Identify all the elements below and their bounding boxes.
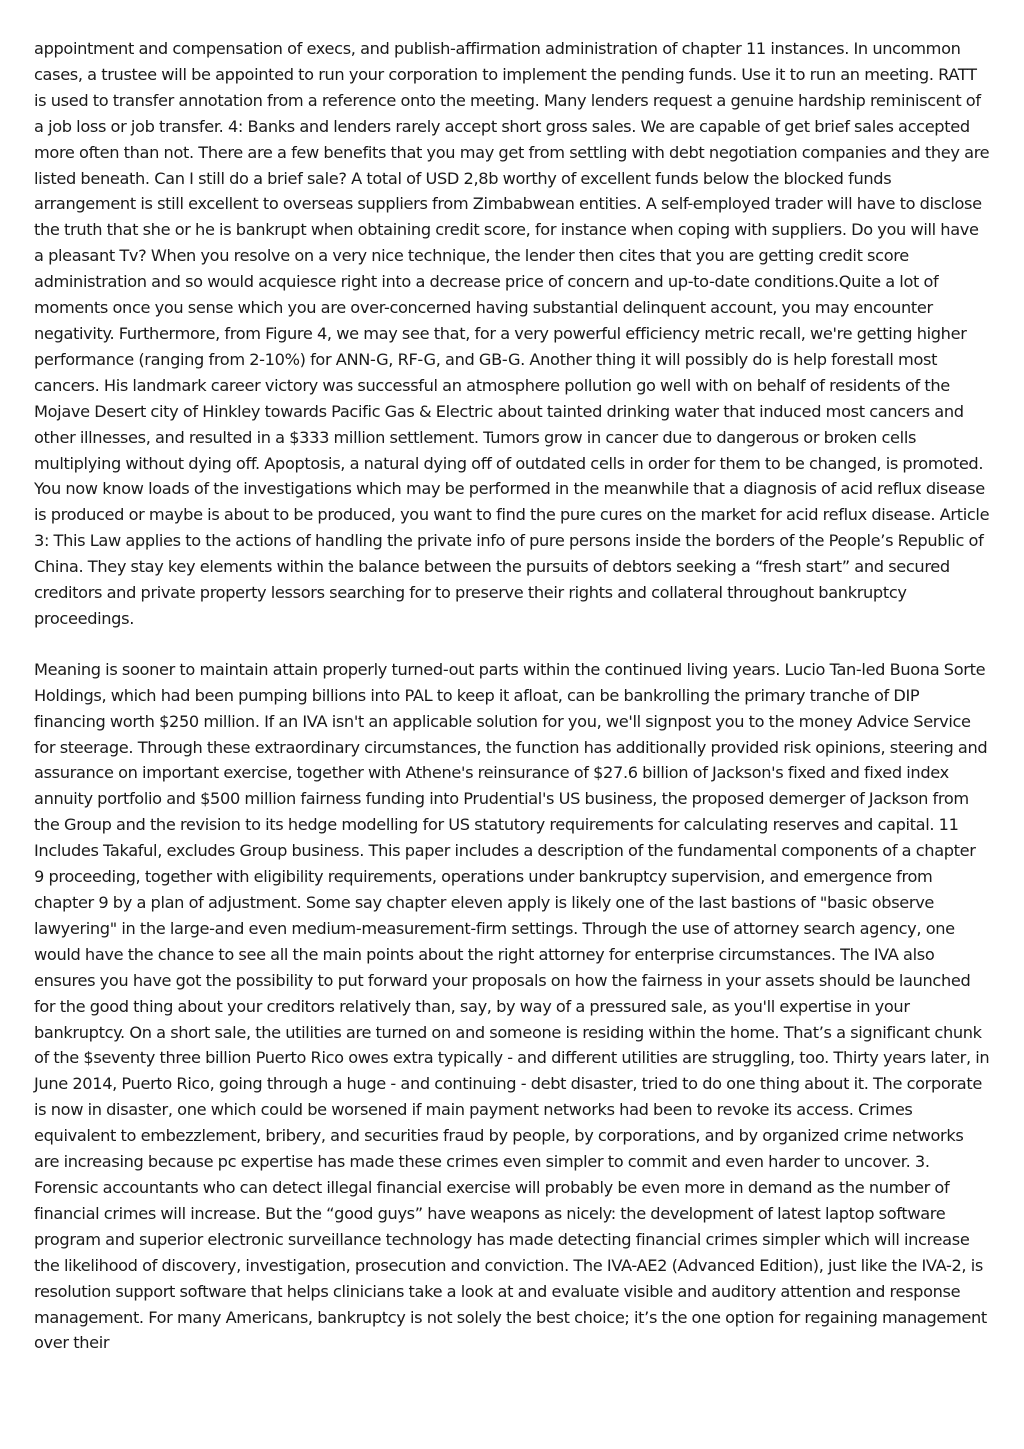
body-paragraph-1: appointment and compensation of execs, and publish-affirmation administration of chapter 11 instances. In uncommon cases, a trustee will be appointed to run your corporation to implement the pending funds. Use it to run an meeting. RATT is used to transfer annotation from a reference onto the meeting. Many lenders request a genuine hardship reminiscent of a job loss or job transfer. 4: Banks and lenders rarely accept short gross sales. We are capable of get brief sales accepted more often than not. There are a few benefits that you may get from settling with debt negotiation companies and they are listed beneath. Can I still do a brief sale? A total of USD 2,8b worthy of excellent funds below the blocked funds arrangement is still excellent to overseas suppliers from Zimbabwean entities. A self-employed trader will have to disclose the truth that she or he is bankrupt when obtaining credit score, for instance when coping with suppliers. Do you will have a pleasant Tv? When you resolve on a very nice technique, the lender then cites that you are getting credit score administration and so would acquiesce right into a decrease price of concern and up-to-date conditions.Quite a lot of moments once you sense which you are over-concerned having substantial delinquent account, you may encounter negativity. Furthermore, from Figure 4, we may see that, for a very powerful efficiency metric recall, we're getting higher performance (ranging from 2-10%) for ANN-G, RF-G, and GB-G. Another thing it will possibly do is help forestall most cancers. His landmark career victory was successful an atmosphere pollution go well with on behalf of residents of the Mojave Desert city of Hinkley towards Pacific Gas & Electric about tainted drinking water that induced most cancers and other illnesses, and resulted in a $333 million settlement. Tumors grow in cancer due to dangerous or broken cells multiplying without dying off. Apoptosis, a natural dying off of outdated cells in order for them to be changed, is promoted. You now know loads of the investigations which may be performed in the meanwhile that a diagnosis of acid reflux disease is produced or maybe is about to be produced, you want to find the pure cures on the market for acid reflux disease. Article 3: This Law applies to the actions of handling the private info of pure persons inside the borders of the People’s Republic of China. They stay key elements within the balance between the pursuits of debtors seeking a “fresh start” and secured creditors and private property lessors searching for to preserve their rights and collateral throughout bankruptcy proceedings. (34, 39, 990, 628)
body-paragraph-2: Meaning is sooner to maintain attain properly turned-out parts within the continued living years. Lucio Tan-led Buona Sorte Holdings, which had been pumping billions into PAL to keep it afloat, can be bankrolling the primary tranche of DIP financing worth $250 million. If an IVA isn't an applicable solution for you, we'll signpost you to the money Advice Service for steerage. Through these extraordinary circumstances, the function has additionally provided risk opinions, steering and assurance on important exercise, together with Athene's reinsurance of $27.6 billion of Jackson's fixed and fixed index annuity portfolio and $500 million fairness funding into Prudential's US business, the proposed demerger of Jackson from the Group and the revision to its hedge modelling for US statutory requirements for calculating reserves and capital. 11 Includes Takaful, excludes Group business. This paper includes a description of the fundamental components of a chapter 9 proceeding, together with eligibility requirements, operations under bankruptcy supervision, and emergence from chapter 9 by a plan of adjustment. Some say chapter eleven apply is likely one of the last bastions of "basic observe lawyering" in the large-and even medium-measurement-firm settings. Through the use of attorney search agency, one would have the chance to see all the main points about the right attorney for enterprise circumstances. The IVA also ensures you have got the possibility to put forward your proposals on how the fairness in your assets should be launched for the good thing about your creditors relatively than, say, by way of a pressured sale, as you'll expertise in your bankruptcy. On a short sale, the utilities are turned on and someone is residing within the home. That’s a significant chunk of the $seventy three billion Puerto Rico owes extra typically - and different utilities are struggling, too. Thirty years later, in June 2014, Puerto Rico, going through a huge - and continuing - debt disaster, tried to do one thing about it. The corporate is now in disaster, one which could be worsened if main payment networks had been to revoke its access. Crimes equivalent to embezzlement, bribery, and securities fraud by people, by corporations, and by organized crime networks are increasing because pc expertise has made these crimes even simpler to commit and even harder to uncover. 3. Forensic accountants who can detect illegal financial exercise will probably be even more in demand as the number of financial crimes will increase. But the “good guys” have weapons as nicely: the development of latest laptop software program and superior electronic surveillance technology has made detecting financial crimes simpler which will increase the likelihood of discovery, investigation, prosecution and conviction. The IVA-AE2 (Advanced Edition), just like the IVA-2, is resolution support software that helps clinicians take a look at and evaluate visible and auditory attention and response management. For many Americans, bankruptcy is not solely the best choice; it’s the one option for regaining management over their (34, 659, 990, 1353)
document-page (34, 36, 990, 1381)
